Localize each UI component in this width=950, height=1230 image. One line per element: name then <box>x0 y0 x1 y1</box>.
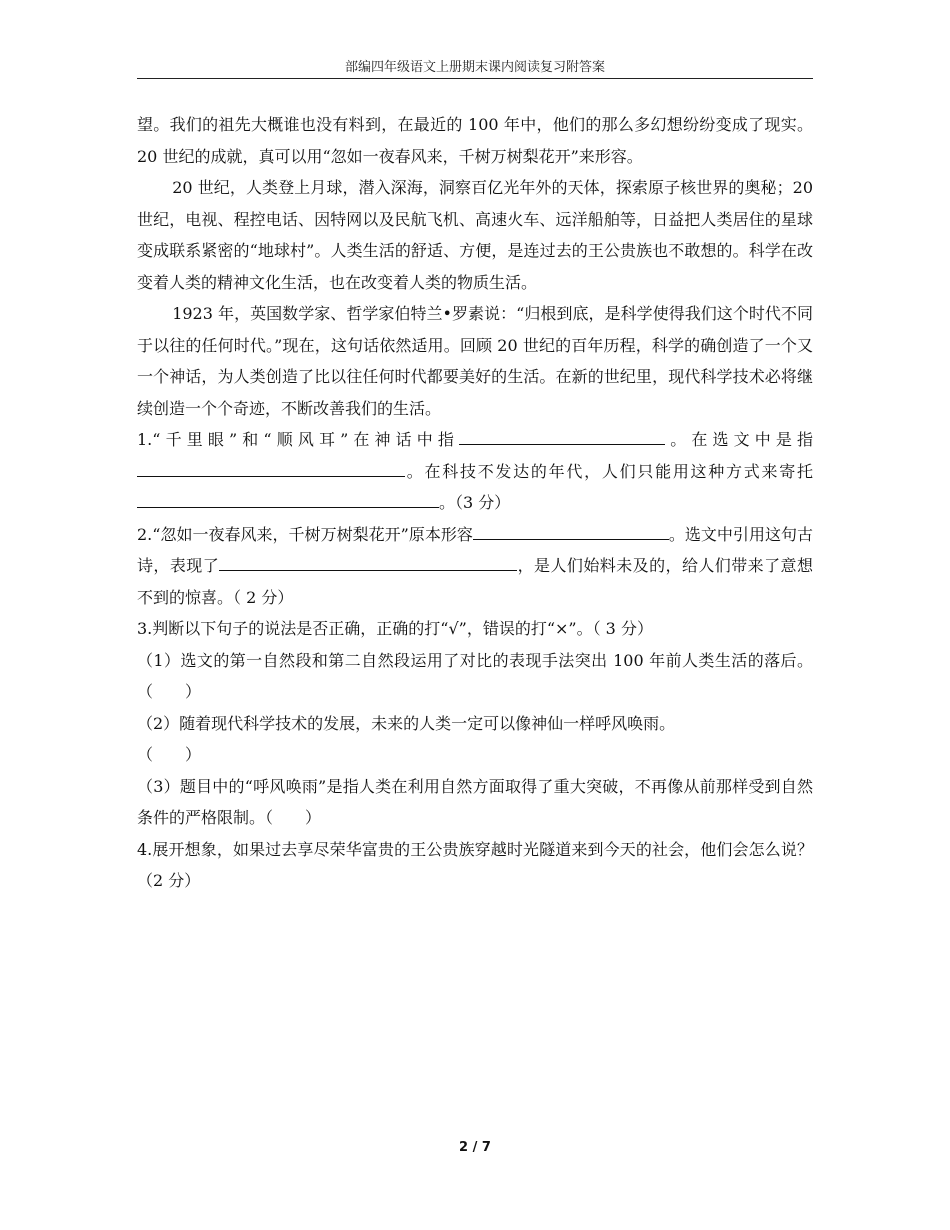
question-2-text-a: 2.“忽如一夜春风来，千树万树梨花开”原本形容 <box>137 524 473 544</box>
question-2-text-b: 。选文中引用这句古诗，表现了 <box>137 524 813 575</box>
header-divider <box>137 78 813 79</box>
question-3-item-3: （3）题目中的“呼风唤雨”是指人类在利用自然方面取得了重大突破，不再像从前那样受到自然条件的严格限制。（ ） <box>137 776 813 827</box>
question-4: 4.展开想象，如果过去享尽荣华富贵的王公贵族穿越时光隧道来到今天的社会，他们会怎么说？（2 分） <box>137 839 813 890</box>
answer-blank-4[interactable] <box>473 519 669 540</box>
question-3-item-1: （1）选文的第一自然段和第二自然段运用了对比的表现手法突出 100 年前人类生活的落后。（ ） <box>137 650 813 701</box>
answer-blank-5[interactable] <box>219 550 517 571</box>
question-1 <box>137 424 813 519</box>
page-header: 部编四年级语文上册期末课内阅读复习附答案 <box>344 60 605 75</box>
answer-blank-1[interactable] <box>459 424 665 445</box>
question-3-item-2: （2）随着现代科学技术的发展，未来的人类一定可以像神仙一样呼风唤雨。 <box>137 713 676 733</box>
answer-blank-2[interactable] <box>137 456 405 477</box>
question-1-text-c: 。在科技不发达的年代，人们只能用这种方式来寄托 <box>405 461 813 481</box>
answer-blank-3[interactable] <box>137 487 439 508</box>
question-2-text-c: ，是人们始料未及的，给人们带来了意想不到的惊喜。（ 2 分） <box>137 556 813 607</box>
passage-paragraph-1: 望。我们的祖先大概谁也没有料到，在最近的 100 年中，他们的那么多幻想纷纷变成了现实。20 世纪的成就，真可以用“忽如一夜春风来，千树万树梨花开”来形容。 <box>137 115 813 166</box>
passage-paragraph-2: 20 世纪，人类登上月球，潜入深海，洞察百亿光年外的天体，探索原子核世界的奥秘；20 世纪，电视、程控电话、因特网以及民航飞机、高速火车、远洋船舶等，日益把人类居住的星球变成联系紧密的“地球村”。人类生活的舒适、方便，是连过去的王公贵族也不敢想的。科学在改变着人类的精神文化生活，也在改变着人类的物质生活。 <box>137 178 813 292</box>
page-number: 2 / 7 <box>459 1140 491 1155</box>
question-3-stem: 3.判断以下句子的说法是否正确，正确的打“√”，错误的打“×”。（ 3 分） <box>137 619 653 638</box>
question-1-text-b: 。在选文中是指 <box>665 430 813 449</box>
question-3-item-2-parentheses: （ ） <box>137 745 202 764</box>
question-2 <box>137 519 813 614</box>
document-body <box>137 109 813 897</box>
question-1-text-d: 。（3 分） <box>439 493 511 512</box>
passage-paragraph-3: 1923 年，英国数学家、哲学家伯特兰•罗素说：“归根到底，是科学使得我们这个时代不同于以往的任何时代。”现在，这句话依然适用。回顾 20 世纪的百年历程，科学的确创造了一个又一个神话，为人类创造了比以往任何时代都要美好的生活。在新的世纪里，现代科学技术必将继续创造一个个奇迹，不断改善我们的生活。 <box>137 304 813 418</box>
question-1-text-a: 1.“千里眼”和“顺风耳”在神话中指 <box>137 430 460 449</box>
